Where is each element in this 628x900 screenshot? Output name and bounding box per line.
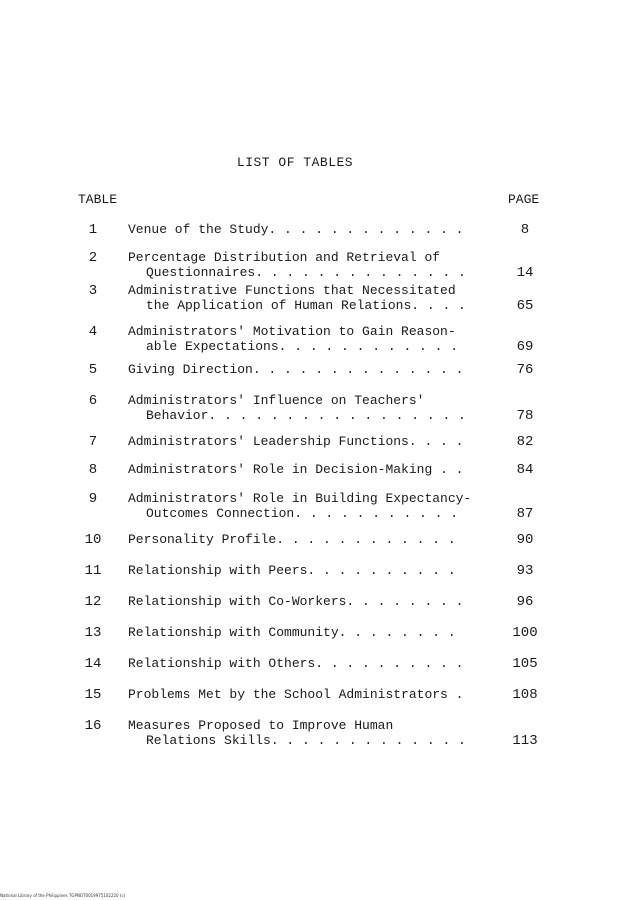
page-number: 76 [516,362,534,378]
page-number: 93 [516,563,534,579]
table-title-continued: Behavior. . . . . . . . . . . . . . . . . [146,408,466,423]
page-number: 82 [516,434,534,450]
table-title: Administrators' Leadership Functions. . . . [128,434,464,449]
footer-note: National Library of the Philippines TGPNOT0019975102220 (c) [0,893,126,898]
table-title: Relationship with Co-Workers. . . . . . . . [128,594,464,609]
table-title: Percentage Distribution and Retrieval of [128,250,441,265]
table-title-continued: able Expectations. . . . . . . . . . . . [146,339,459,354]
page-number: 78 [516,408,534,424]
table-number: 11 [84,563,102,579]
page-title: LIST OF TABLES [236,155,354,170]
page-number: 87 [516,506,534,522]
table-title: Administrators' Role in Building Expectancy- [128,491,472,506]
table-title: Relationship with Community. . . . . . . . [128,625,456,640]
table-number: 2 [88,250,98,266]
table-title: Problems Met by the School Administrators . [128,687,464,702]
page-number: 113 [512,733,538,749]
page-number: 108 [512,687,538,703]
table-title: Relationship with Others. . . . . . . . . . [128,656,464,671]
table-title: Administrators' Role in Decision-Making . . [128,462,464,477]
table-title: Personality Profile. . . . . . . . . . . . [128,532,456,547]
table-number: 15 [84,687,102,703]
page-number: 90 [516,532,534,548]
table-number: 13 [84,625,102,641]
table-title-continued: Outcomes Connection. . . . . . . . . . . [146,506,459,521]
table-title: Relationship with Peers. . . . . . . . . . [128,563,456,578]
table-column-header: TABLE [78,192,118,207]
table-number: 6 [88,393,98,409]
table-number: 12 [84,594,102,610]
page-number: 105 [512,656,538,672]
table-number: 10 [84,532,102,548]
page-number: 69 [516,339,534,355]
table-number: 1 [88,222,98,238]
table-title-continued: the Application of Human Relations. . . . [146,298,466,313]
table-number: 8 [88,462,98,478]
table-number: 9 [88,491,98,507]
table-title: Administrators' Motivation to Gain Reason- [128,324,456,339]
table-title: Administrators' Influence on Teachers' [128,393,425,408]
table-number: 14 [84,656,102,672]
table-title: Administrative Functions that Necessitated [128,283,456,298]
table-title: Measures Proposed to Improve Human [128,718,394,733]
page-number: 96 [516,594,534,610]
page-number: 84 [516,462,534,478]
page-number: 8 [520,222,530,238]
table-number: 3 [88,283,98,299]
page-number: 14 [516,265,534,281]
table-title-continued: Relations Skills. . . . . . . . . . . . . [146,733,466,748]
page-column-header: PAGE [508,192,540,207]
table-title: Venue of the Study. . . . . . . . . . . . . [128,222,464,237]
page-number: 100 [512,625,538,641]
table-title-continued: Questionnaires. . . . . . . . . . . . . . [146,265,466,280]
table-title: Giving Direction. . . . . . . . . . . . . . [128,362,464,377]
table-number: 7 [88,434,98,450]
table-number: 4 [88,324,98,340]
page-number: 65 [516,298,534,314]
table-number: 16 [84,718,102,734]
table-number: 5 [88,362,98,378]
